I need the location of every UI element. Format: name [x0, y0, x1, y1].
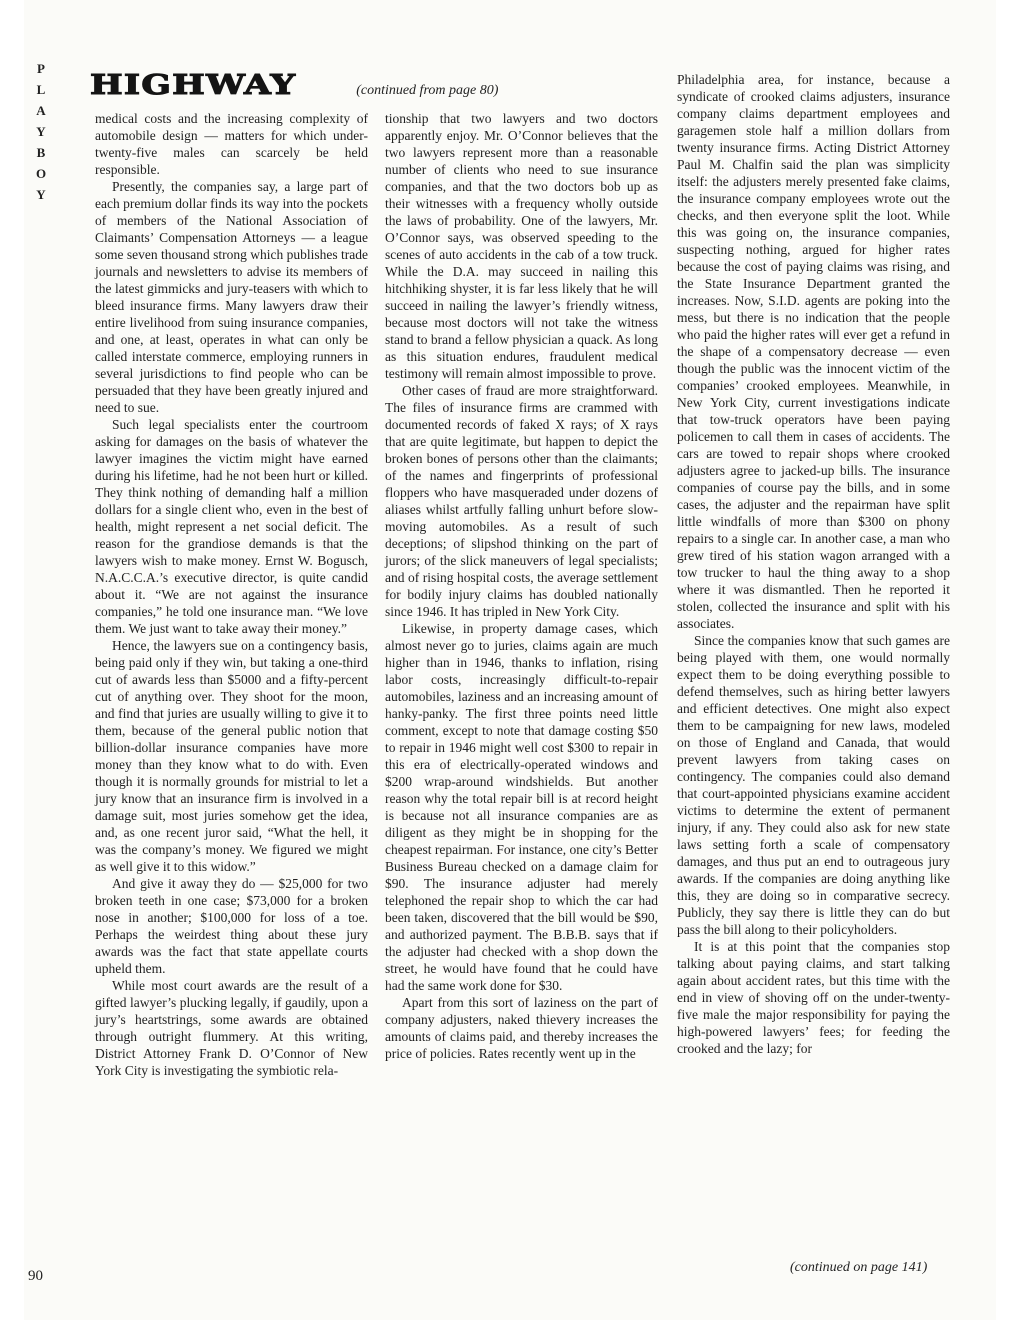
- magazine-letter: O: [35, 166, 47, 181]
- paragraph: tionship that two lawyers and two doctors apparently enjoy. Mr. O’Connor believes that the two lawyers represent more than a reasonable number of clients who need to sue insurance companies, and that the two doctors bob up as their witnesses with a frequency wholly outside the laws of probability. One of the lawyers, Mr. O’Connor says, was observed speeding to the scenes of auto accidents in the cab of a tow truck. While the D.A. may succeed in nailing this hitchhiking shyster, it is far less likely that he will succeed in nailing the lawyer’s friendly witness, because most doctors will not take the witness stand to brand a fellow physician a quack. As long as this situation endures, fraudulent medical testimony will remain almost impossible to prove.: [385, 111, 658, 381]
- continued-from-note: (continued from page 80): [356, 83, 499, 98]
- continued-on-note: (continued on page 141): [790, 1260, 928, 1275]
- text-column-1: [95, 110, 368, 1079]
- magazine-letter: L: [36, 82, 46, 97]
- text-column-2: [385, 110, 658, 1062]
- article-header: [90, 72, 498, 100]
- paragraph: Likewise, in property damage cases, which almost never go to juries, claims again are much higher than in 1946, thanks to inflation, rising labor costs, increasingly difficult-to-repair automobiles, laziness and an increasing amount of hanky-panky. The first three points need little comment, except to note that damage costing $50 to repair in 1946 might well cost $300 to repair in this era of electrically-operated windows and $200 wrap-around windshields. But another reason why the total repair bill is at record height is because not all insurance companies are as diligent as they might be in shopping for the cheapest repairman. For instance, one city’s Better Business Bureau checked on a damage claim for $90. The insurance adjuster had merely telephoned the repair shop to which the car had been taken, discovered that the bill would be $90, and authorized payment. The B.B.B. says that if the adjuster had checked with a shop down the street, he would have found that he could have had the same work done for $30.: [385, 621, 658, 993]
- magazine-letter: Y: [36, 124, 46, 139]
- paragraph: Apart from this sort of laziness on the part of company adjusters, naked thievery increases the amounts of claims paid, and thereby increases the price of policies. Rates recently went up in the: [385, 995, 658, 1061]
- paragraph: It is at this point that the companies stop talking about paying claims, and start talking again about accident rates, but this time with the end in view of shoving off on the under-twenty-five male the major responsibility for paying the high-powered lawyers’ fees; for feeding the crooked and the lazy; for: [677, 939, 950, 1056]
- text-column-3: [677, 71, 950, 1057]
- magazine-letter: Y: [36, 187, 46, 202]
- paragraph: And give it away they do — $25,000 for two broken teeth in one case; $73,000 for a broken nose in another; $100,000 for loss of a toe. Perhaps the weirdest thing about these jury awards was the fact that state appellate courts upheld them.: [95, 876, 368, 976]
- paragraph: Presently, the companies say, a large part of each premium dollar finds its way into the pockets of members of the National Association of Claimants’ Compensation Attorneys — a league some seven thousand strong which publishes trade journals and newsletters to advise its members of the latest gimmicks and jury-teasers with which to bleed insurance firms. Many lawyers draw their entire livelihood from suing insurance companies, and one, at least, operates in what can only be called interstate commerce, employing runners in several jurisdictions to find people who can be persuaded that they have been greatly injured and need to sue.: [95, 179, 368, 415]
- paragraph: Other cases of fraud are more straightforward. The files of insurance firms are crammed with documented records of faked X rays; of X rays that are quite legitimate, but happen to depict the broken bones of persons other than the claimants; of the names and fingerprints of professional floppers who have masqueraded under dozens of aliases whilst artfully falling unhurt before slow-moving automobiles. As a result of such deceptions; of slipshod thinking on the part of jurors; of the slick maneuvers of legal specialists; and of rising hospital costs, the average settlement for bodily injury claims has doubled nationally since 1946. It has tripled in New York City.: [385, 383, 658, 619]
- paragraph: medical costs and the increasing complexity of automobile design — matters for which under-twenty-five males can scarcely be held responsible.: [95, 111, 368, 177]
- article-title: HIGHWAY: [90, 70, 297, 101]
- magazine-letter: B: [36, 145, 46, 160]
- paragraph: Hence, the lawyers sue on a contingency basis, being paid only if they win, but taking a one-third cut of awards less than $5000 and a fifty-percent cut of anything over. They shoot for the moon, and find that juries are usually willing to give it to them, because of the general public notion that billion-dollar insurance companies have more money than they know what to do with. Even though it is normally grounds for mistrial to let a jury know that an insurance firm is involved in a damage suit, most juries somehow get the idea, and, as one recent juror said, “What the hell, it was the company’s money. We figured we might as well give it to this widow.”: [95, 638, 368, 874]
- magazine-name-vertical: [30, 62, 52, 209]
- paragraph: While most court awards are the result of a gifted lawyer’s plucking legally, if gaudily, upon a jury’s heartstrings, some awards are obtained through outright flummery. At this writing, District Attorney Frank D. O’Connor of New York City is investigating the symbiotic rela-: [95, 978, 368, 1078]
- paragraph: Philadelphia area, for instance, because a syndicate of crooked claims adjusters, insurance company claims department employees and garagemen stole half a million dollars from twenty insurance firms. Acting District Attorney Paul M. Chalfin said the plan was simplicity itself: the adjusters merely presented fake claims, the insurance company employees wrote out the checks, and then everyone split the loot. While this was going on, the insurance companies, suspecting nothing, argued for higher rates because the cost of paying claims was rising, and the State Insurance Department granted the increases. Now, S.I.D. agents are poking into the mess, but there is no indication that the people who paid the higher rates will ever get a refund in the shape of a compensatory decrease — even though the public was the innocent victim of the companies’ crooked employees. Meanwhile, in New York City, current investigations indicate that tow-truck operators have been paying policemen to call them in cases of accidents. The cars are towed to repair shops where crooked adjusters agree to jacked-up bills. The insurance companies of course pay the bills, and in some cases, the adjuster and the repairman have split little windfalls of more than $300 on phony repairs to a single car. In another case, a man who grew tired of his station wagon arranged with a tow trucker to haul the thing away to a shop where it was dismantled. Then he reported it stolen, collected the insurance and split with his associates.: [677, 72, 950, 631]
- page-number: 90: [28, 1268, 43, 1284]
- magazine-letter: A: [36, 103, 46, 118]
- paragraph: Since the companies know that such games are being played with them, one would normally expect them to be doing everything possible to defend themselves, such as hiring better lawyers and efficient detectives. One might also expect them to be campaigning for new laws, modeled on those of England and Canada, that would prevent lawyers from taking cases on contingency. The companies could also demand that court-appointed physicians examine accident victims to determine the extent of permanent injury, if any. They could also ask for new state laws setting forth a scale of compensatory damages, and thus put an end to outrageous jury awards. If the companies are doing anything like this, they are doing so in comparative secrecy. Publicly, they say there is little they can do but pass the bill along to their policyholders.: [677, 633, 950, 937]
- magazine-letter: P: [37, 61, 45, 76]
- paragraph: Such legal specialists enter the courtroom asking for damages on the basis of whatever the lawyer imagines the victim might have earned during his lifetime, had he not been hurt or killed. They think nothing of demanding half a million dollars for a single client who, even in the best of health, might represent a net social deficit. The reason for the grandiose demands is that the lawyers wish to make money. Ernst W. Bogusch, N.A.C.C.A.’s executive director, is quite candid about it. “We are not against the insurance companies,” he told one insurance man. “We love them. We just want to take away their money.”: [95, 417, 368, 636]
